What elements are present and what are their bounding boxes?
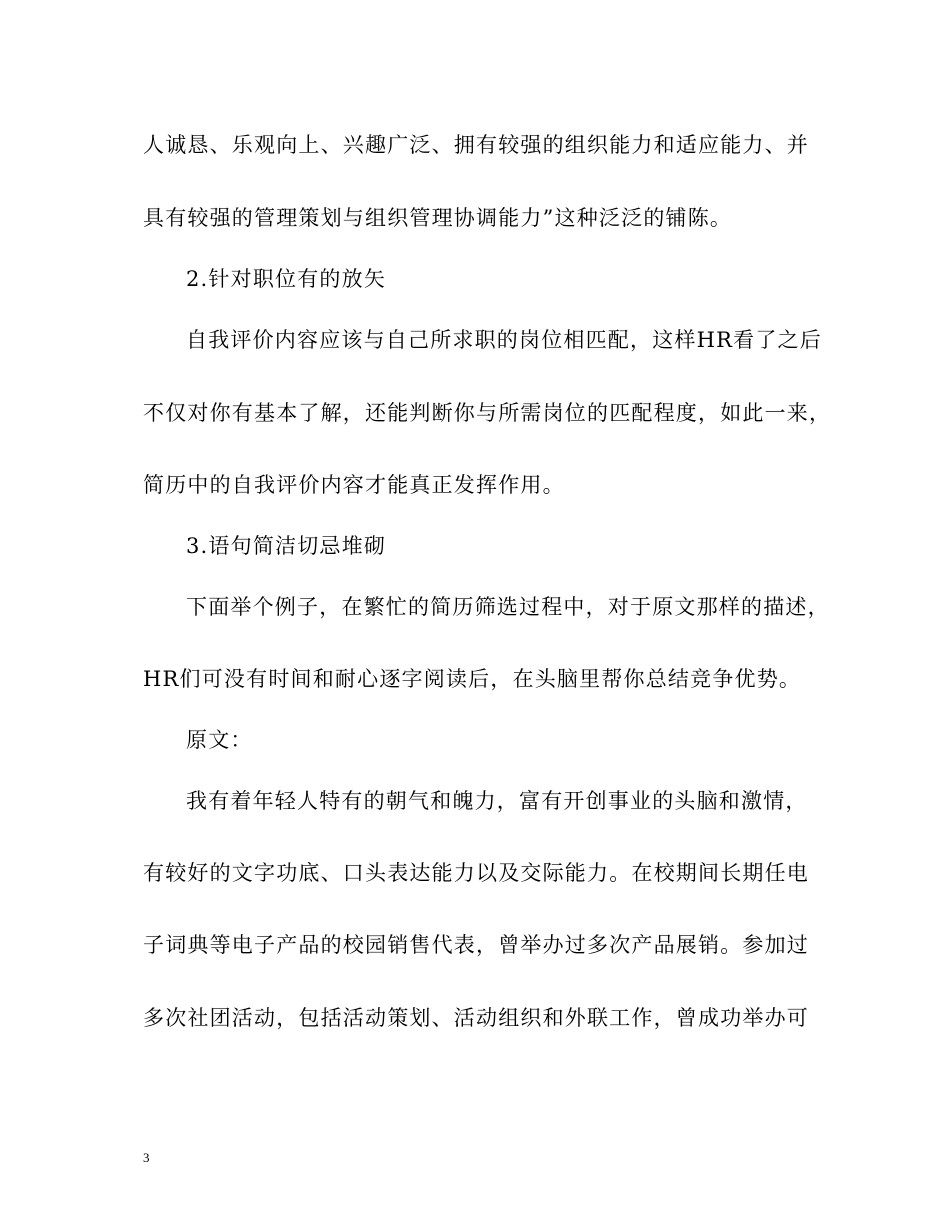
text-line-14: 多次社团活动，包括活动策划、活动组织和外联工作，曾成功举办可 [143, 1006, 809, 1030]
text-line-6: 简历中的自我评价内容才能真正发挥作用。 [143, 473, 565, 497]
section-heading-3: 3.语句简洁切忌堆砌 [186, 534, 387, 558]
text-line-2: 具有较强的管理策划与组织管理协调能力”这种泛泛的铺陈。 [143, 206, 733, 230]
text-line-4: 自我评价内容应该与自己所求职的岗位相匹配，这样HR看了之后 [186, 328, 822, 352]
text-line-11: 我有着年轻人特有的朝气和魄力，富有开创事业的头脑和激情， [186, 789, 808, 813]
text-line-13: 子词典等电子产品的校园销售代表，曾举办过多次产品展销。参加过 [143, 933, 809, 957]
text-line-12: 有较好的文字功底、口头表达能力以及交际能力。在校期间长期任电 [143, 861, 809, 885]
section-heading-2: 2.针对职位有的放矢 [186, 267, 387, 291]
page-number: 3 [143, 1150, 150, 1165]
original-text-label: 原文： [186, 728, 253, 752]
text-line-8: 下面举个例子，在繁忙的简历筛选过程中，对于原文那样的描述， [186, 595, 830, 619]
text-line-1: 人诚恳、乐观向上、兴趣广泛、拥有较强的组织能力和适应能力、并 [143, 133, 809, 157]
text-line-5: 不仅对你有基本了解，还能判断你与所需岗位的匹配程度，如此一来， [143, 401, 832, 425]
text-line-9: HR们可没有时间和耐心逐字阅读后，在头脑里帮你总结竞争优势。 [143, 667, 802, 691]
